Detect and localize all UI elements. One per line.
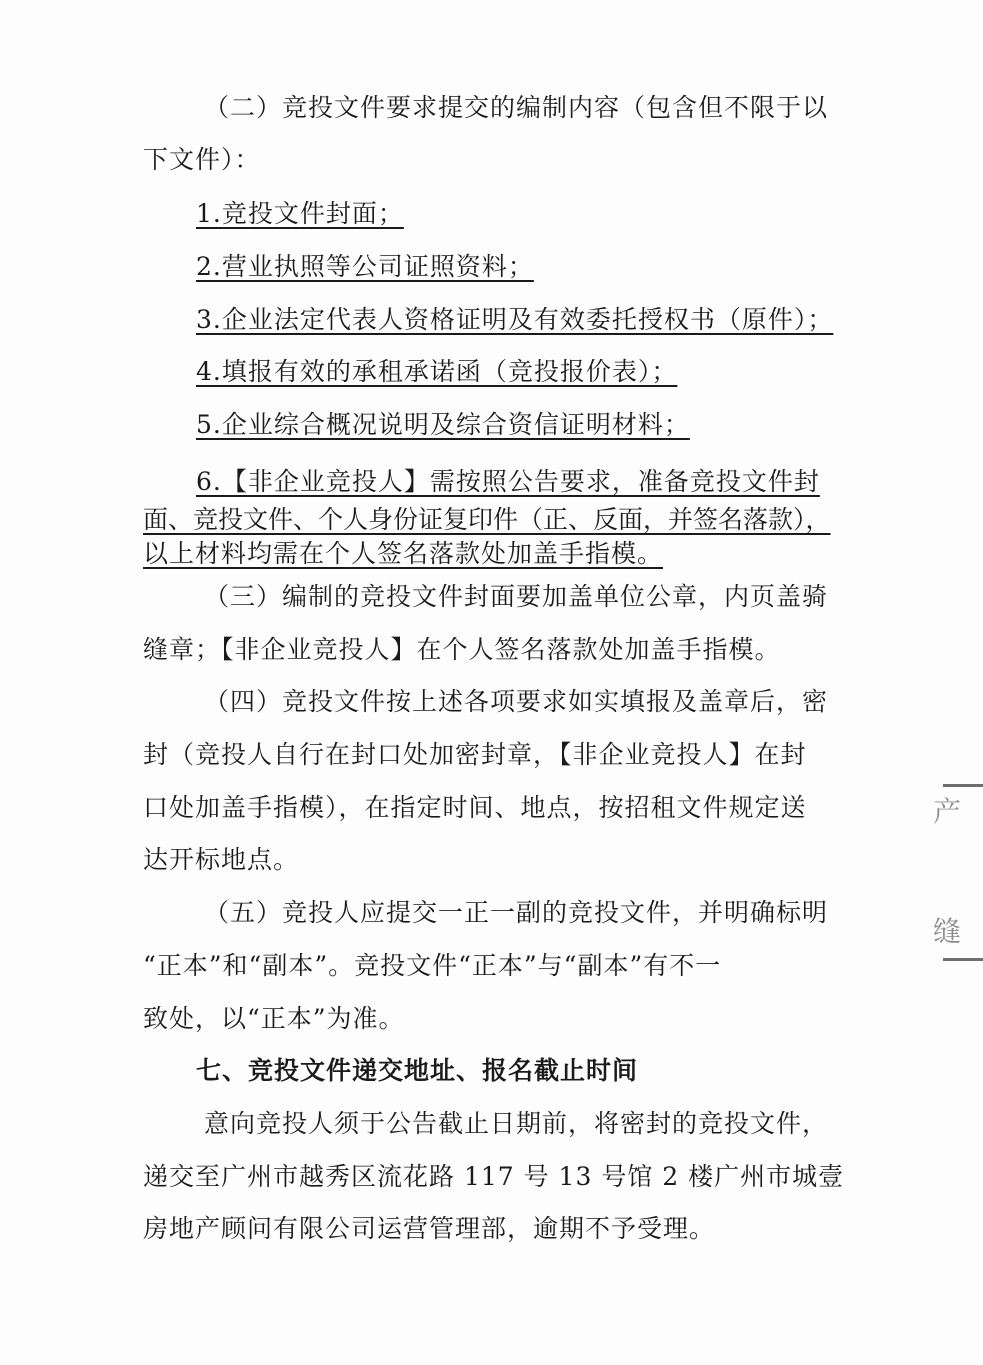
list-item-6-line-3: 以上材料均需在个人签名落款处加盖手指模。	[143, 539, 664, 568]
list-item-4: 4.填报有效的承租承诺函（竞投报价表）；	[196, 357, 678, 386]
list-item-2: 2.营业执照等公司证照资料；	[196, 252, 534, 281]
section-7-heading: 七、竞投文件递交地址、报名截止时间	[196, 1056, 639, 1085]
paragraph-7-line-3: 房地产顾问有限公司运营管理部，逾期不予受理。	[143, 1214, 716, 1243]
list-item-6-line-1: 6.【非企业竞投人】需按照公告要求，准备竞投文件封	[196, 467, 820, 496]
paragraph-7-line-2: 递交至广州市越秀区流花路 117 号 13 号馆 2 楼广州市城壹	[143, 1162, 845, 1191]
paragraph-4-line-1: （四）竞投文件按上述各项要求如实填报及盖章后，密	[204, 687, 829, 716]
list-item-3: 3.企业法定代表人资格证明及有效委托授权书（原件）；	[196, 305, 834, 334]
paragraph-4-line-3: 口处加盖手指模），在指定时间、地点，按招租文件规定送	[143, 793, 807, 822]
list-item-5: 5.企业综合概况说明及综合资信证明材料；	[196, 410, 690, 439]
paragraph-5-line-2: “正本”和“副本”。竞投文件“正本”与“副本”有不一	[143, 951, 722, 980]
paragraph-4-line-2: 封（竞投人自行在封口处加密封章，【非企业竞投人】在封	[143, 740, 807, 769]
paragraph-4-line-4: 达开标地点。	[143, 845, 300, 874]
paragraph-2-line-2: 下文件）：	[143, 145, 261, 174]
margin-seal-bottom: 缝	[933, 915, 962, 948]
paragraph-7-line-1: 意向竞投人须于公告截止日期前，将密封的竞投文件，	[204, 1109, 829, 1138]
margin-seal-top: 产	[933, 795, 962, 828]
list-item-1: 1.竞投文件封面；	[196, 199, 404, 228]
paragraph-3-line-1: （三）编制的竞投文件封面要加盖单位公章，内页盖骑	[204, 582, 829, 611]
paragraph-2-line-1: （二）竞投文件要求提交的编制内容（包含但不限于以	[204, 93, 829, 122]
seal-edge-bottom	[943, 958, 983, 961]
list-item-6-line-2: 面、竞投文件、个人身份证复印件（正、反面，并签名落款），	[143, 505, 831, 534]
seal-edge-top	[943, 784, 983, 787]
paragraph-3-line-2: 缝章；【非企业竞投人】在个人签名落款处加盖手指模。	[143, 635, 781, 664]
paragraph-5-line-3: 致处，以“正本”为准。	[143, 1004, 405, 1033]
paragraph-5-line-1: （五）竞投人应提交一正一副的竞投文件，并明确标明	[204, 898, 829, 927]
